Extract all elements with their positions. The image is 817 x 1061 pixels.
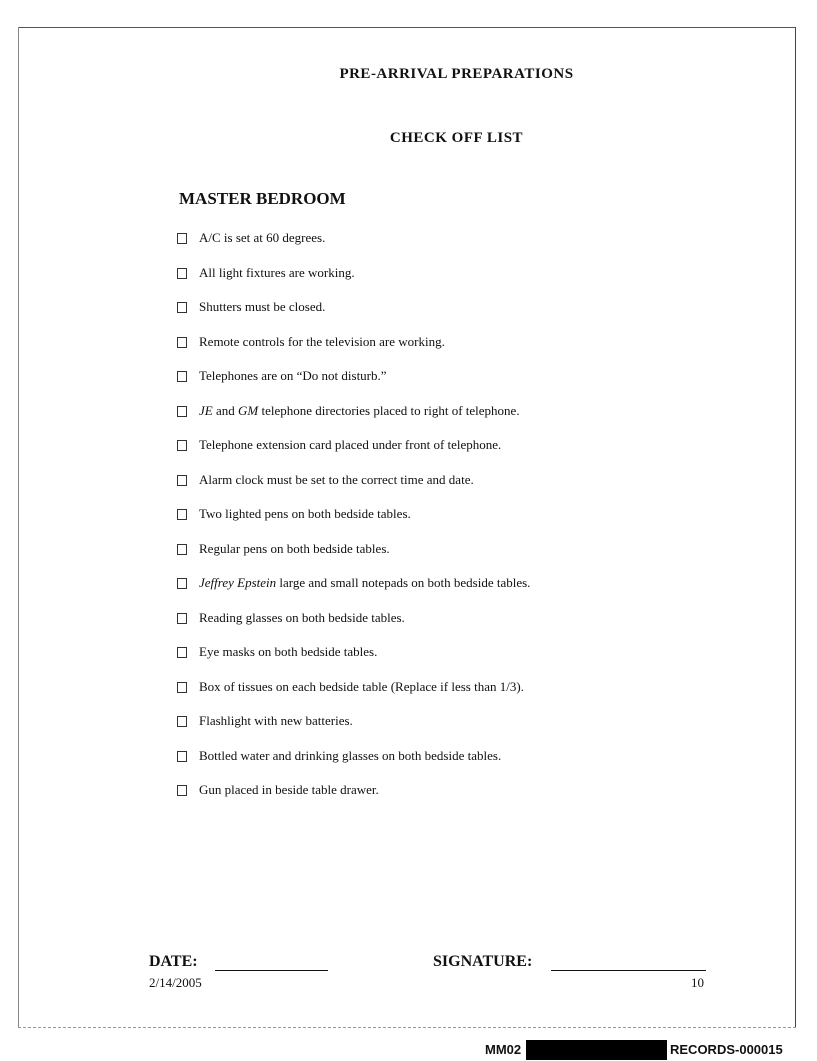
date-label: DATE: [149,953,198,970]
checklist-item [177,229,530,264]
checklist-item-text [199,229,325,246]
checklist-item [177,712,530,747]
checklist-item-text [199,298,325,315]
page-number: 10 [691,975,704,990]
page-border-left [18,27,19,1027]
checkbox-icon[interactable] [177,337,187,348]
checkbox-icon[interactable] [177,475,187,486]
checklist-item-text [199,540,390,557]
checklist-item [177,505,530,540]
plain-text: Two lighted pens on both bedside tables. [199,506,411,521]
checklist-item-text [199,712,353,729]
checkbox-icon[interactable] [177,302,187,313]
checklist-item [177,781,530,816]
checklist-item [177,609,530,644]
italic-text: Jeffrey Epstein [199,575,277,590]
checkbox-icon[interactable] [177,268,187,279]
checklist-item [177,678,530,713]
checkbox-icon[interactable] [177,371,187,382]
footer-date: 2/14/2005 [149,975,202,990]
plain-text: Gun placed in beside table drawer. [199,782,379,797]
page-border-bottom [18,1027,796,1028]
checkbox-icon[interactable] [177,544,187,555]
checklist-item-text [199,747,501,764]
signature-line [551,970,706,971]
checklist-item-text [199,609,405,626]
checklist-item [177,574,530,609]
bates-prefix: MM02 [485,1042,522,1057]
checklist-item-text [199,402,520,419]
checkbox-icon[interactable] [177,440,187,451]
plain-text: Alarm clock must be set to the correct time and date. [199,471,474,487]
checklist-item [177,333,530,368]
checklist-item [177,298,530,333]
plain-text: Remote controls for the television are working. [199,333,445,349]
page-border-top [18,27,796,28]
bates-suffix: RECORDS-000015 [670,1042,783,1057]
checklist-item-text [199,471,474,488]
plain-text: A/C is set at 60 degrees. [199,230,326,245]
checkbox-icon[interactable] [177,785,187,796]
checklist-item-text [199,333,445,350]
checkbox-icon[interactable] [177,682,187,693]
checklist-item-text [199,781,379,798]
checklist-item [177,402,530,437]
plain-text: Telephones are on “Do not disturb.” [199,368,387,383]
italic-text: GM [238,402,259,418]
plain-text: Eye masks on both bedside tables. [199,644,378,659]
checkbox-icon[interactable] [177,578,187,589]
checkbox-icon[interactable] [177,233,187,244]
document-subtitle: CHECK OFF LIST [389,130,524,146]
checklist-item [177,264,530,299]
plain-text: Reading glasses on both bedside tables. [199,609,405,625]
checkbox-icon[interactable] [177,613,187,624]
checkbox-icon[interactable] [177,406,187,417]
plain-text: Shutters must be closed. [199,299,326,314]
checklist-item-text [199,436,501,453]
checklist-item [177,747,530,782]
document-title: PRE-ARRIVAL PREPARATIONS [339,66,574,82]
plain-text: and [212,402,238,418]
checklist-item-text [199,574,530,591]
plain-text: Telephone extension card placed under front of telephone. [199,437,502,452]
plain-text: All light fixtures are working. [199,264,355,280]
checklist-item-text [199,643,377,660]
plain-text: large and small notepads on both bedside tables. [276,575,531,590]
plain-text: Bottled water and drinking glasses on both bedside tables. [199,747,502,763]
italic-text: JE [199,402,213,418]
checkbox-icon[interactable] [177,751,187,762]
checklist-item-text [199,678,524,695]
checklist-item [177,540,530,575]
checkbox-icon[interactable] [177,716,187,727]
checklist-item-text [199,505,411,522]
plain-text: Box of tissues on each bedside table (Replace if less than 1/3). [199,678,524,694]
checklist-item [177,643,530,678]
signature-label: SIGNATURE: [433,953,533,970]
checklist [177,229,530,816]
checkbox-icon[interactable] [177,647,187,658]
plain-text: telephone directories placed to right of telephone. [258,402,520,418]
redaction-bar [526,1040,667,1060]
section-heading: MASTER BEDROOM [179,189,346,208]
plain-text: Regular pens on both bedside tables. [199,540,390,556]
checkbox-icon[interactable] [177,509,187,520]
checklist-item-text [199,264,355,281]
checklist-item [177,367,530,402]
checklist-item-text [199,367,387,384]
date-line [215,970,328,971]
checklist-item [177,471,530,506]
page-border-right [795,27,796,1027]
checklist-item [177,436,530,471]
plain-text: Flashlight with new batteries. [199,713,353,728]
